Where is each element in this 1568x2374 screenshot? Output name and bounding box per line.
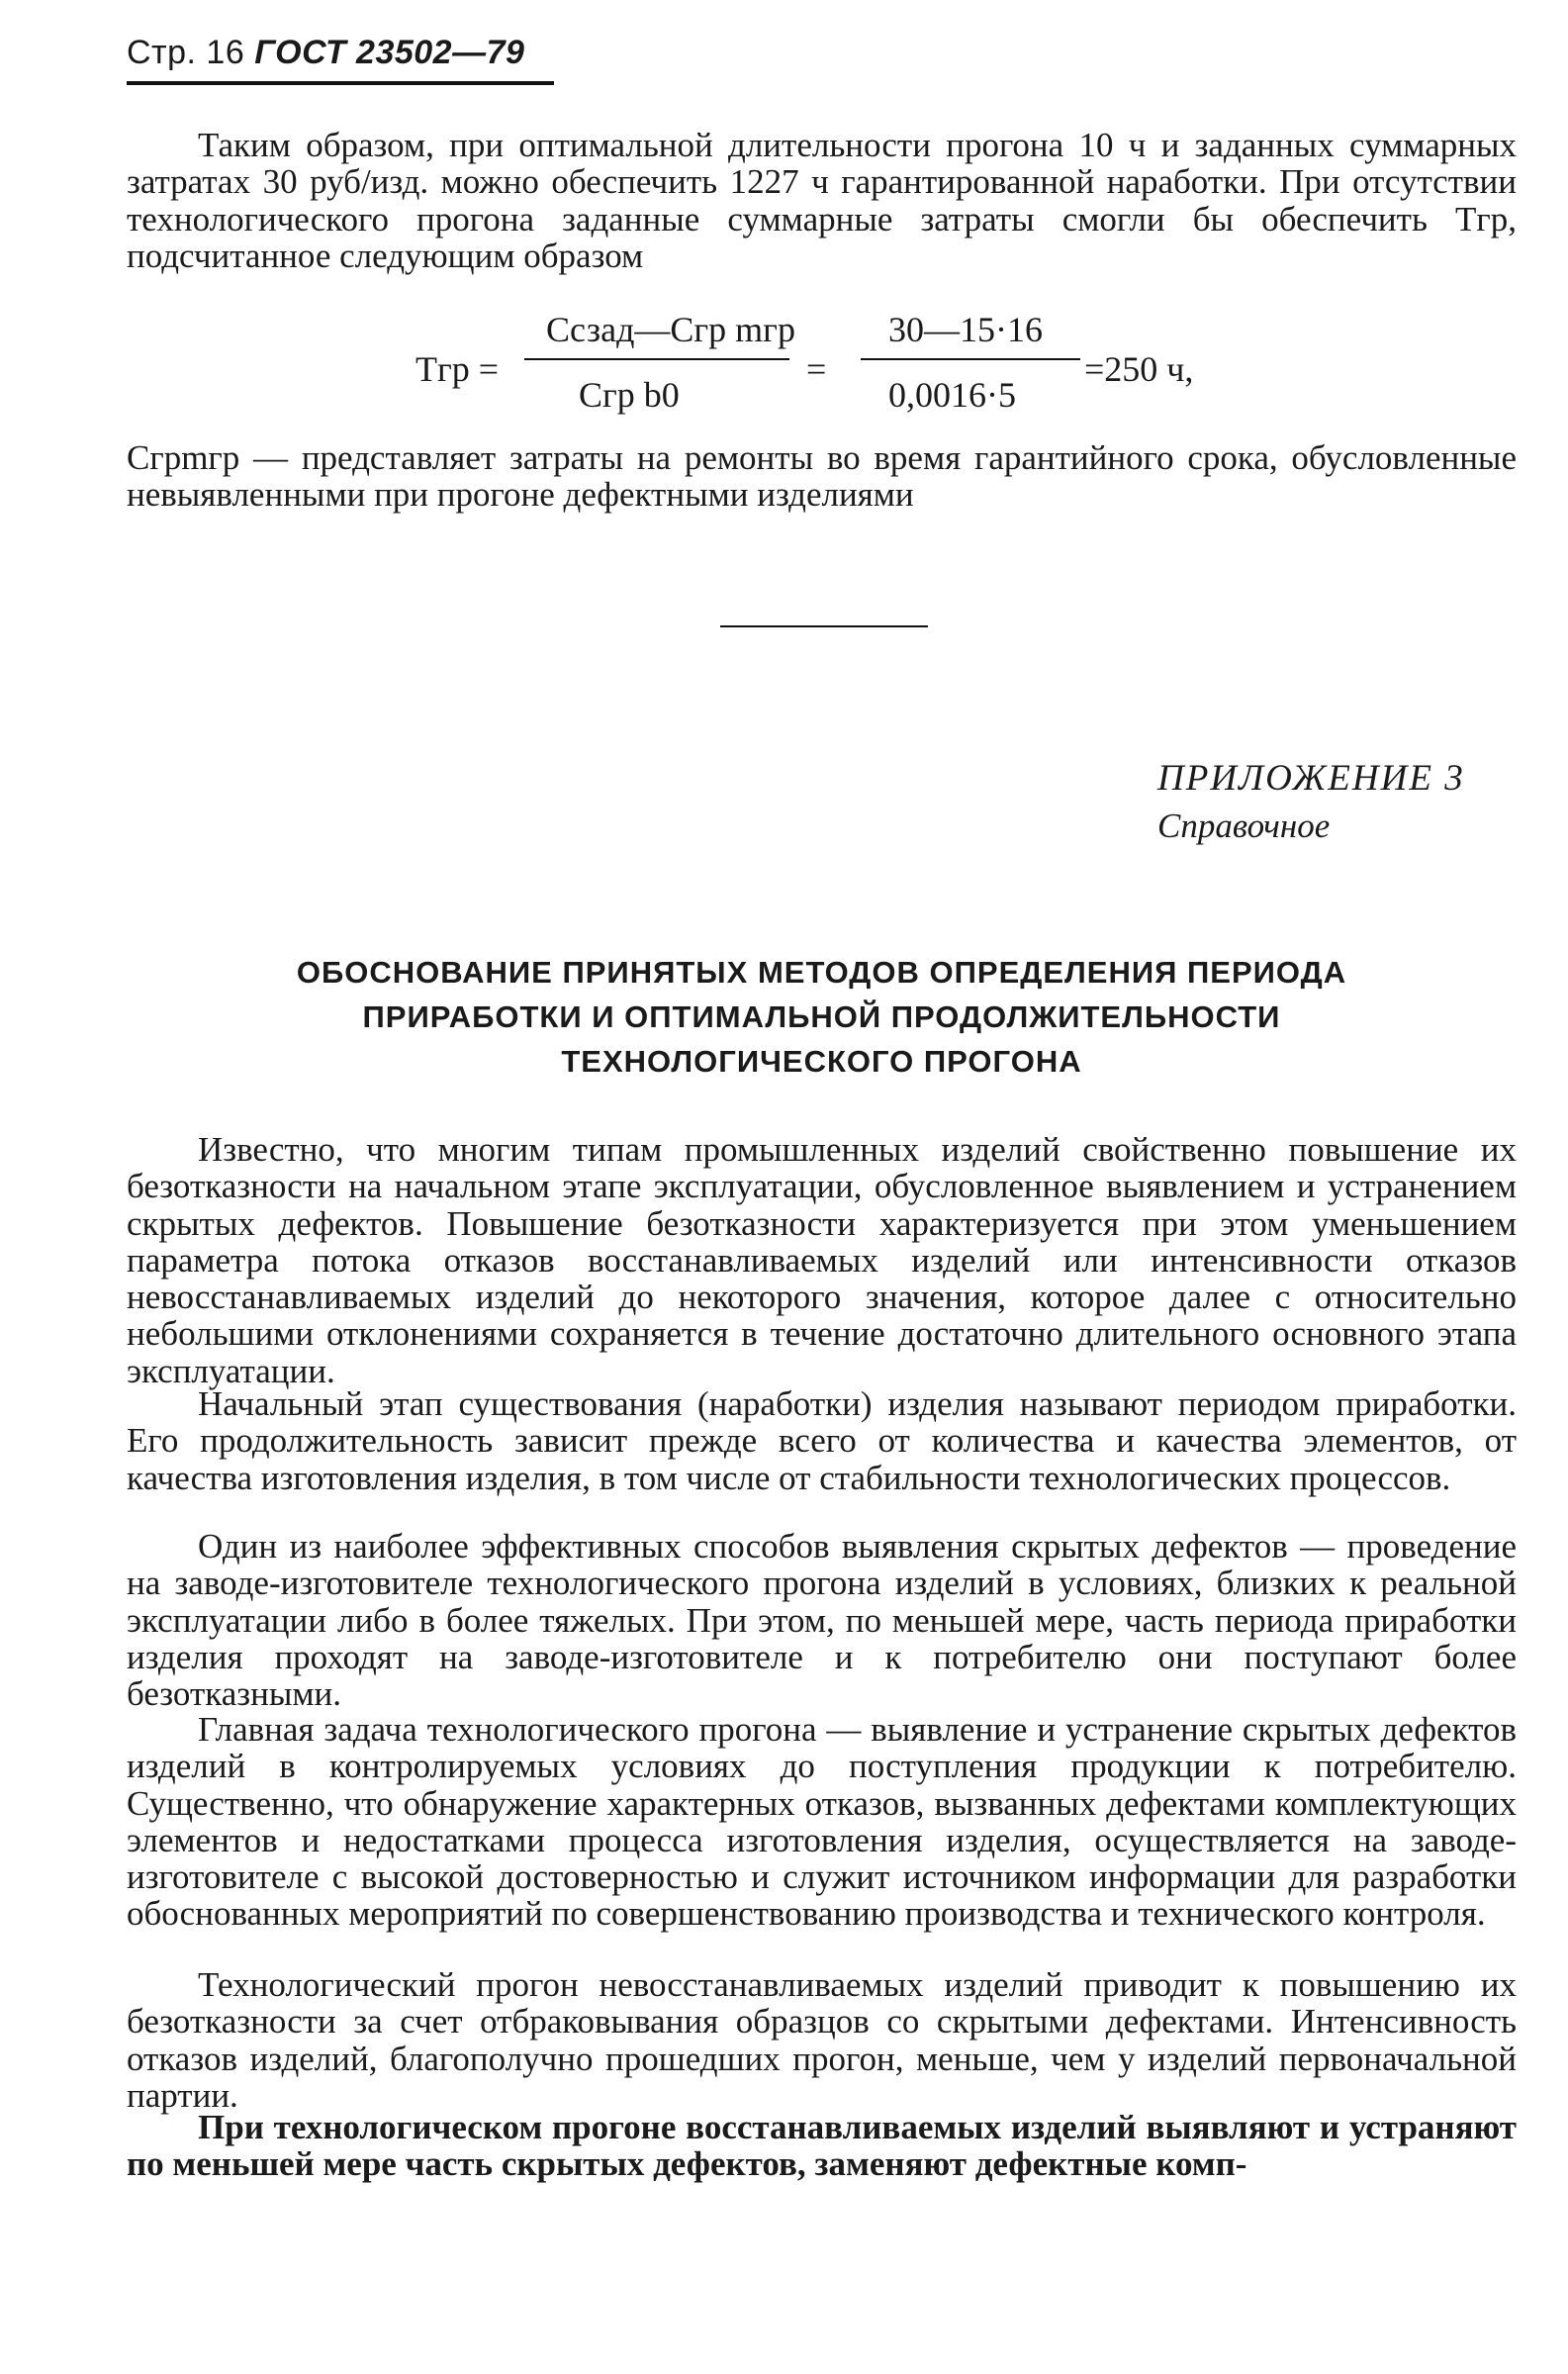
formula-result: =250 ч,	[1084, 349, 1194, 389]
formula-note: Cгрmгр — представляет затраты на ремонты во время гарантийного срока, обусловленные невыявленными при прогоне дефектными изделиями	[127, 438, 1517, 515]
section-title-line-3: ТЕХНОЛОГИЧЕСКОГО ПРОГОНА	[561, 1044, 1082, 1079]
formula-denominator-symbolic: Cгр b0	[579, 375, 680, 415]
section-title-line-2: ПРИРАБОТКИ И ОПТИМАЛЬНОЙ ПРОДОЛЖИТЕЛЬНОСТИ	[362, 999, 1281, 1034]
formula-numerator-numeric: 30—15·16	[888, 310, 1043, 349]
formula-denominator-numeric: 0,0016·5	[888, 375, 1016, 415]
body-paragraph: Начальный этап существования (наработки) изделия называют периодом приработки. Его продолжительность зависит прежде всего от количества и качества элементов, от качества изготовления изделия, в том числе от стабильности технологических процессов.	[127, 1384, 1517, 1497]
section-separator	[720, 625, 928, 627]
body-paragraph: Один из наиболее эффективных способов выявления скрытых дефектов — проведение на заводе-изготовителе технологического прогона изделий в условиях, близких к реальной эксплуатации либо в более тяжелых. При этом, по меньшей мере, часть периода приработки изделия проходят на заводе-изготовителе и к потребителю они поступают более безотказными.	[127, 1527, 1517, 1714]
fraction-bar-symbolic	[524, 358, 789, 360]
body-paragraph: Известно, что многим типам промышленных изделий свойственно повышение их безотказности на начальном этапе эксплуатации, обусловленное выявлением и устранением скрытых дефектов. Повышение безотказности характеризуется при этом уменьшением параметра потока отказов восстанавливаемых изделий или интенсивности отказов невосстанавливаемых изделий до некоторого значения, которое далее с относительно небольшими отклонениями сохраняется в течение достаточно длительного основного этапа эксплуатации.	[127, 1130, 1517, 1390]
body-paragraph: При технологическом прогоне восстанавливаемых изделий выявляют и устраняют по меньшей мере часть скрытых дефектов, заменяют дефектные комп-	[127, 2108, 1517, 2184]
formula-equals: =	[806, 349, 827, 389]
formula-lhs: Tгр =	[415, 349, 500, 389]
section-title-line-1: ОБОСНОВАНИЕ ПРИНЯТЫХ МЕТОДОВ ОПРЕДЕЛЕНИЯ ПЕРИОДА	[296, 955, 1347, 990]
fraction-bar-numeric	[861, 358, 1080, 360]
page-number: Стр. 16	[127, 34, 245, 71]
body-paragraph: Технологический прогон невосстанавливаемых изделий приводит к повышению их безотказности за счет отбраковывания образцов со скрытыми дефектами. Интенсивность отказов изделий, благополучно прошедших прогон, меньше, чем у изделий первоначальной партии.	[127, 1965, 1517, 2115]
appendix-label: ПРИЛОЖЕНИЕ 3	[1157, 758, 1465, 799]
formula-numerator-symbolic: Cсзад—Cгр mгр	[546, 310, 795, 349]
body-paragraph: Главная задача технологического прогона — выявление и устранение скрытых дефектов изделий в контролируемых условиях до поступления продукции к потребителю. Существенно, что обнаружение характерных отказов, вызванных дефектами комплектующих элементов и недостатками процесса изготовления изделия, осуществляется на заводе-изготовителе с высокой достоверностью и служит источником информации для разработки обоснованных мероприятий по совершенствованию производства и технического контроля.	[127, 1710, 1517, 1934]
standard-number: ГОСТ 23502—79	[254, 34, 525, 71]
intro-paragraph: Таким образом, при оптимальной длительности прогона 10 ч и заданных суммарных затратах 30 руб/изд. можно обеспечить 1227 ч гарантированной наработки. При отсутствии технологического прогона заданные суммарные затраты смогли бы обеспечить Tгр, подсчитанное следующим образом	[127, 126, 1517, 275]
appendix-sublabel: Справочное	[1157, 807, 1331, 845]
